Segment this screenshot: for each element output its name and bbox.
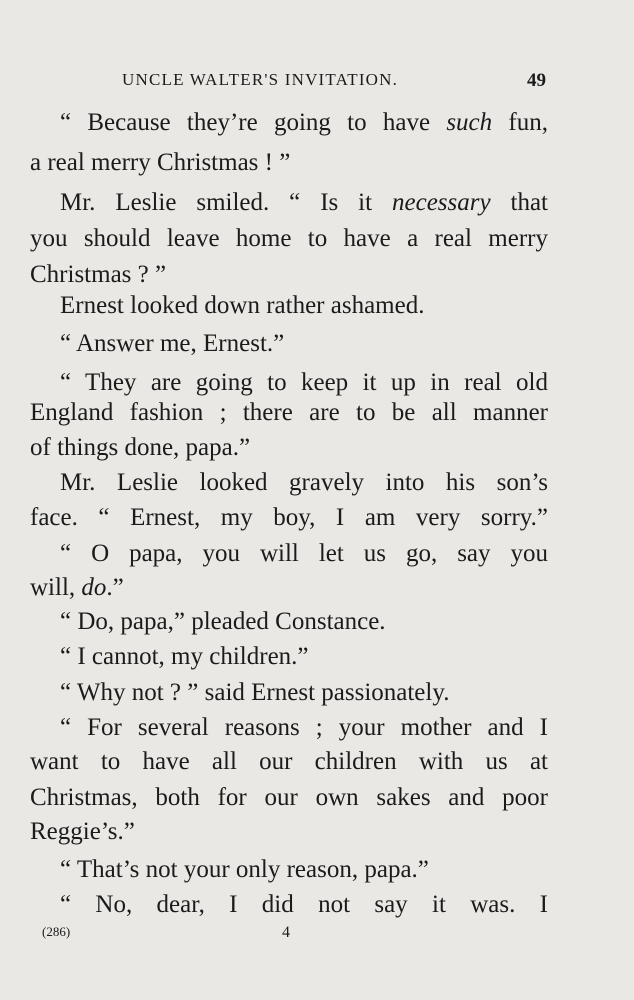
page-number: 49 (527, 70, 546, 91)
text-line: “ For several reasons ; your mother and I (60, 714, 548, 741)
signature-mark: 4 (282, 924, 290, 941)
page-footer (0, 918, 634, 948)
text-line: Christmas, both for our own sakes and poor (30, 784, 548, 811)
text-line: Reggie’s.” (30, 818, 135, 845)
text-line: a real merry Christmas ! ” (30, 149, 291, 176)
text-line: Mr. Leslie smiled. “ Is it necessary that (60, 189, 548, 216)
text-line: “ Do, papa,” pleaded Constance. (60, 608, 386, 635)
text-line: of things done, papa.” (30, 434, 251, 461)
text-line: “ No, dear, I did not say it was. I (60, 891, 548, 918)
text-line: “ O papa, you will let us go, say you (60, 540, 548, 567)
emphasis: do (81, 574, 107, 601)
running-title: UNCLE WALTER'S INVITATION. (122, 70, 399, 89)
text-line: “ Because they’re going to have such fun, (60, 109, 548, 136)
emphasis: such (446, 109, 493, 136)
text-line: “ I cannot, my children.” (60, 643, 309, 670)
text-line: “ Why not ? ” said Ernest passionately. (60, 679, 450, 706)
emphasis: necessary (392, 189, 491, 216)
text-line: Ernest looked down rather ashamed. (60, 292, 425, 319)
text-line: England fashion ; there are to be all manner (30, 399, 548, 426)
text-line: “ That’s not your only reason, papa.” (60, 856, 429, 883)
text-line: face. “ Ernest, my boy, I am very sorry.” (30, 504, 548, 531)
text-line: “ Answer me, Ernest.” (60, 330, 285, 357)
text-line: Christmas ? ” (30, 261, 167, 288)
text-line: want to have all our children with us at (30, 748, 548, 775)
text-line: you should leave home to have a real merry (30, 225, 548, 252)
printer-mark: (286) (42, 924, 71, 939)
text-line: “ They are going to keep it up in real old (60, 369, 548, 396)
page-header (0, 70, 634, 100)
text-line: will, do.” (30, 574, 124, 601)
text-line: Mr. Leslie looked gravely into his son’s (60, 469, 548, 496)
